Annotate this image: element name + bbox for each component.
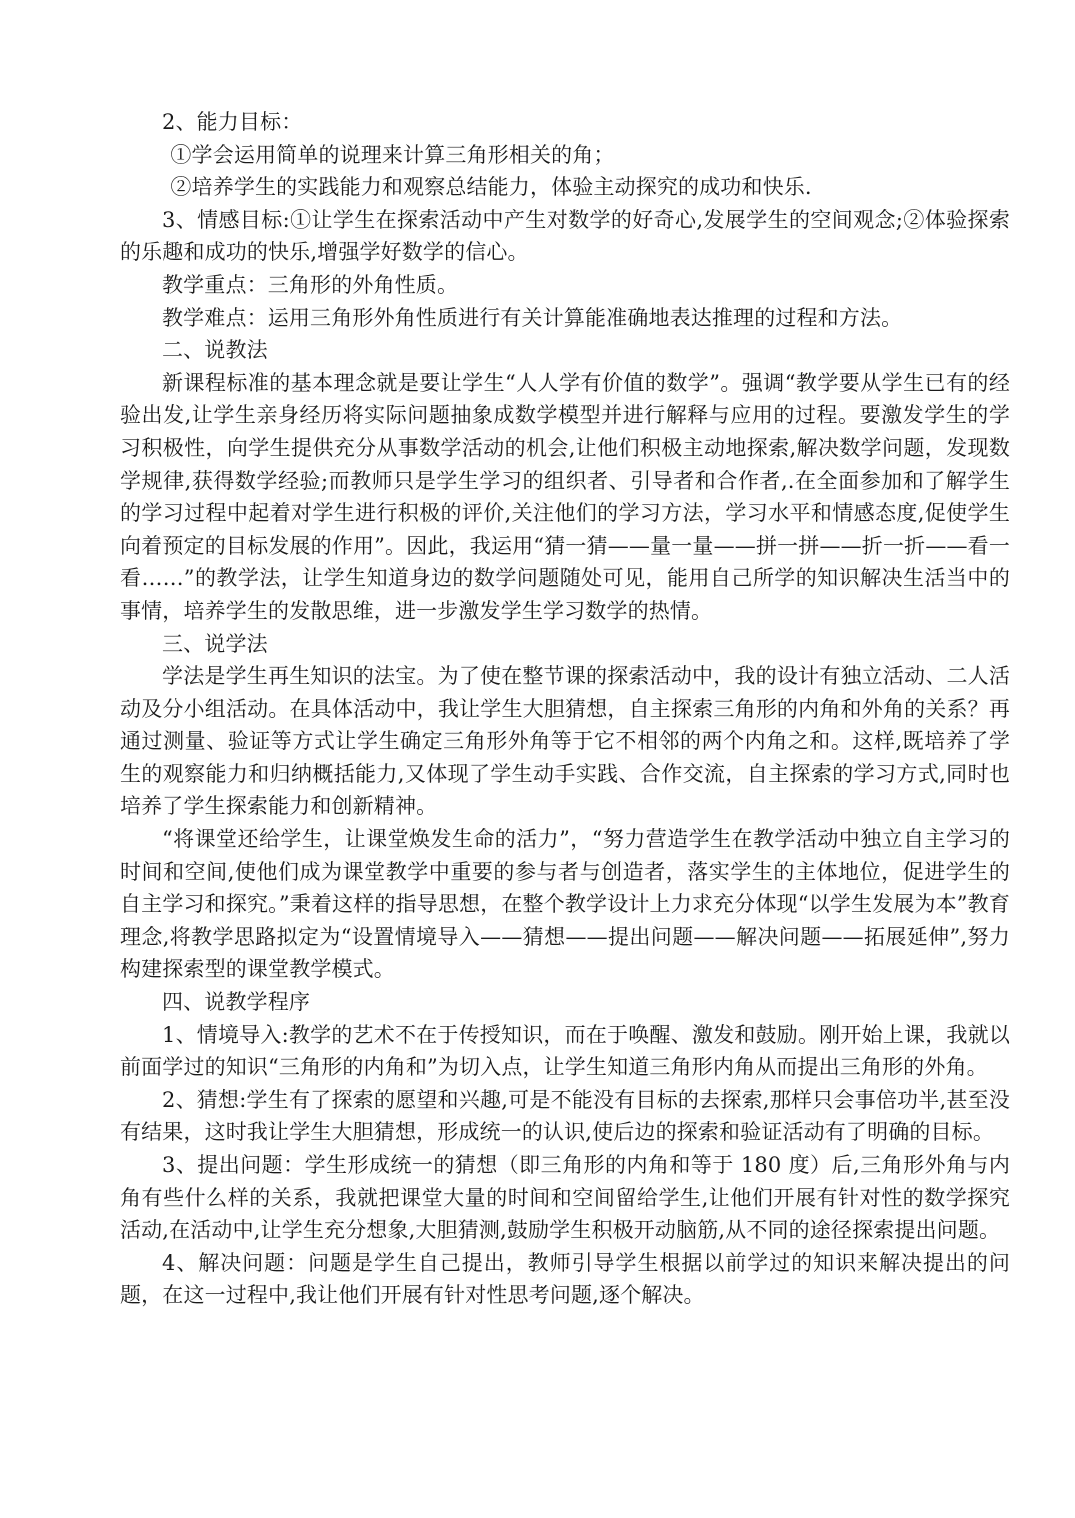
paragraph-key-point: 教学重点：三角形的外角性质。 xyxy=(162,272,459,297)
paragraph-ability-goal-2: ②培养学生的实践能力和观察总结能力，体验主动探究的成功和快乐. xyxy=(170,175,812,200)
paragraph-ability-goal-1: ①学会运用简单的说理来计算三角形相关的角； xyxy=(170,142,615,167)
paragraph-guiding-idea: “将课堂还给学生，让课堂焕发生命的活力”，“努力营造学生在教学活动中独立自主学习的时间和空间,使他们成为课堂教学中重要的参与者与创造者，落实学生的主体地位，促进学生的自主学习和探究。”秉着这样的指导思想，在整个教学设计上力求充分体现“以学生发展为本”教育理念,将教学思路拟定为“设置情境导入——猜想——提出问题——解决问题——拓展延伸”,努力构建探索型的课堂教学模式。 xyxy=(120,827,1010,982)
paragraph-procedure-guess: 2、猜想:学生有了探索的愿望和兴趣,可是不能没有目标的去探索,那样只会事倍功半,甚至没有结果，这时我让学生大胆猜想，形成统一的认识,使后边的探索和验证活动有了明确的目标。 xyxy=(120,1087,1010,1145)
paragraph-learning-method: 学法是学生再生知识的法宝。为了使在整节课的探索活动中，我的设计有独立活动、二人活动及分小组活动。在具体活动中，我让学生大胆猜想，自主探索三角形的内角和外角的关系？再通过测量、验证等方式让学生确定三角形外角等于它不相邻的两个内角之和。这样,既培养了学生的观察能力和归纳概括能力,又体现了学生动手实践、合作交流，自主探索的学习方式,同时也培养了学生探索能力和创新精神。 xyxy=(120,664,1010,819)
paragraph-procedure-intro: 1、情境导入:教学的艺术不在于传授知识，而在于唤醒、激发和鼓励。刚开始上课，我就以前面学过的知识“三角形的内角和”为切入点，让学生知道三角形内角从而提出三角形的外角。 xyxy=(120,1022,1010,1080)
section-heading-teaching-procedure: 四、说教学程序 xyxy=(162,990,311,1015)
section-heading-learning-method: 三、说学法 xyxy=(162,631,268,656)
paragraph-ability-goal-heading: 2、能力目标： xyxy=(162,110,303,134)
paragraph-procedure-solve: 4、解决问题：问题是学生自己提出，教师引导学生根据以前学过的知识来解决提出的问题，在这一过程中,我让他们开展有针对性思考问题,逐个解决。 xyxy=(120,1250,1010,1308)
paragraph-procedure-question: 3、提出问题：学生形成统一的猜想（即三角形的内角和等于 180 度）后,三角形外角与内角有些什么样的关系，我就把课堂大量的时间和空间留给学生,让他们开展有针对性的数学探究活动,在活动中,让学生充分想象,大胆猜测,鼓励学生积极开动脑筋,从不同的途径探索提出问题。 xyxy=(120,1153,1010,1243)
paragraph-teaching-method: 新课程标准的基本理念就是要让学生“人人学有价值的数学”。强调“教学要从学生已有的经验出发,让学生亲身经历将实际问题抽象成数学模型并进行解释与应用的过程。要激发学生的学习积极性，向学生提供充分从事数学活动的机会,让他们积极主动地探索,解决数学问题，发现数学规律,获得数学经验;而教师只是学生学习的组织者、引导者和合作者,.在全面参加和了解学生的学习过程中起着对学生进行积极的评价,关注他们的学习方法，学习水平和情感态度,促使学生向着预定的目标发展的作用”。因此，我运用“猜一猜——量一量——拼一拼——折一折——看一看……”的教学法，让学生知道身边的数学问题随处可见，能用自己所学的知识解决生活当中的事情，培养学生的发散思维，进一步激发学生学习数学的热情。 xyxy=(120,370,1010,623)
paragraph-emotion-goal: 3、情感目标:①让学生在探索活动中产生对数学的好奇心,发展学生的空间观念;②体验探索的乐趣和成功的快乐,增强学好数学的信心。 xyxy=(120,207,1010,265)
section-heading-teaching-method: 二、说教法 xyxy=(162,338,268,363)
document-body xyxy=(120,106,1010,1312)
paragraph-difficulty: 教学难点：运用三角形外角性质进行有关计算能准确地表达推理的过程和方法。 xyxy=(162,305,903,330)
